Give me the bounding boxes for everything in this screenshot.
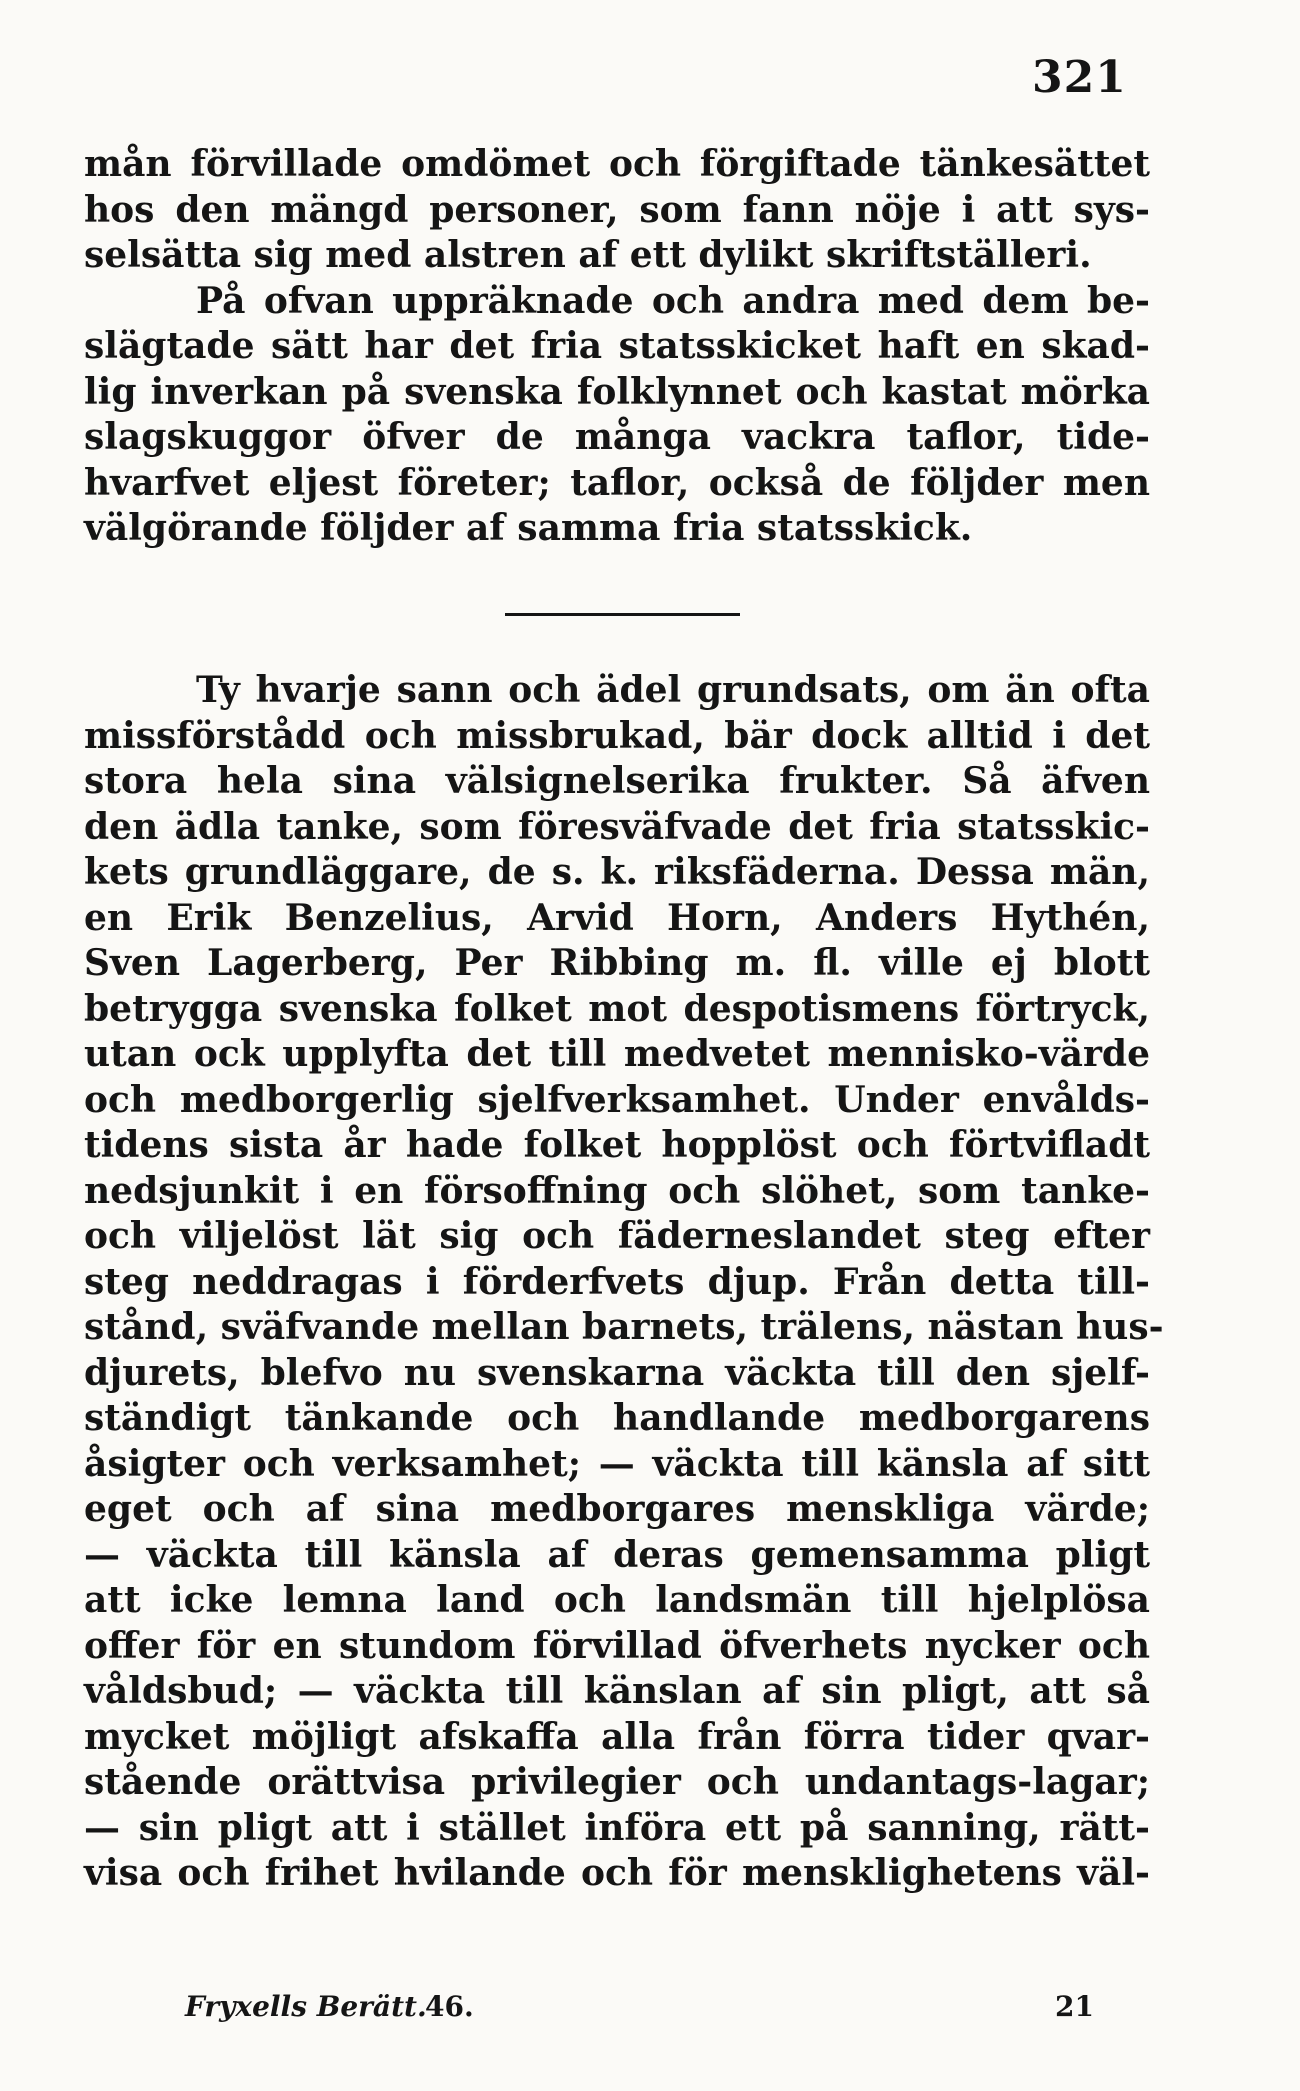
text-line: På ofvan uppräknade och andra med dem be- <box>196 279 1150 322</box>
text-line: att icke lemna land och landsmän till hjelplösa <box>84 1579 1150 1621</box>
text-line: visa och frihet hvilande och för mensklighetens väl- <box>84 1852 1150 1894</box>
text-line: offer för en stundom förvillad öfverhets nycker och <box>84 1624 1150 1667</box>
page-number: 321 <box>1032 52 1127 103</box>
text-line: missförstådd och missbrukad, bär dock alltid i det <box>84 714 1150 757</box>
text-line: stående orättvisa privilegier och undantags-lagar; <box>84 1761 1150 1803</box>
text-block-lower <box>84 668 1164 1897</box>
text-line: Ty hvarje sann och ädel grundsats, om än ofta <box>196 669 1150 711</box>
text-line: den ädla tanke, som föresväfvade det fria statsskic- <box>84 805 1150 848</box>
text-line: djurets, blefvo nu svenskarna väckta till den sjelf- <box>84 1351 1150 1394</box>
text-line: utan ock upplyfta det till medvetet mennisko-värde <box>84 1033 1150 1075</box>
text-line: nedsjunkit i en försoffning och slöhet, som tanke- <box>84 1169 1150 1212</box>
text-line: en Erik Benzelius, Arvid Horn, Anders Hythén, <box>84 896 1150 939</box>
text-line: slägtade sätt har det fria statsskicket haft en skad- <box>84 325 1150 367</box>
text-line: och medborgerlig sjelfverksamhet. Under envålds- <box>84 1078 1150 1121</box>
text-line: betrygga svenska folket mot despotismens förtryck, <box>84 987 1150 1030</box>
text-line: — sin pligt att i stället införa ett på sanning, rätt- <box>84 1806 1150 1849</box>
text-block-upper <box>84 142 1150 552</box>
text-line: tidens sista år hade folket hopplöst och förtvifladt <box>84 1124 1150 1166</box>
text-line: hos den mängd personer, som fann nöje i att sys- <box>84 188 1150 231</box>
text-line: — väckta till känsla af deras gemensamma pligt <box>84 1533 1150 1576</box>
text-line: stora hela sina välsignelserika frukter. Så äfven <box>84 760 1150 802</box>
text-line: Sven Lagerberg, Per Ribbing m. fl. ville ej blott <box>84 942 1150 984</box>
text-line: kets grundläggare, de s. k. riksfäderna. Dessa män, <box>84 851 1150 893</box>
footer-volume: 46. <box>425 1990 474 2023</box>
text-line: eget och af sina medborgares menskliga värde; <box>84 1488 1150 1530</box>
text-line: våldsbud; — väckta till känslan af sin pligt, att så <box>84 1670 1150 1712</box>
text-line: stånd, sväfvande mellan barnets, trälens, nästan hus- <box>84 1306 1164 1348</box>
text-line: mån förvillade omdömet och förgiftade tänkesättet <box>84 143 1150 185</box>
text-line: mycket möjligt afskaffa alla från förra tider qvar- <box>84 1715 1150 1758</box>
section-divider <box>505 613 740 616</box>
text-line: välgörande följder af samma fria statsskick. <box>84 507 973 549</box>
text-line: selsätta sig med alstren af ett dylikt skriftställeri. <box>84 234 1092 276</box>
text-line: åsigter och verksamhet; — väckta till känsla af sitt <box>84 1442 1150 1485</box>
footer-signature: Fryxells Berätt. <box>185 1990 427 2023</box>
text-line: ständigt tänkande och handlande medborgarens <box>84 1397 1150 1439</box>
text-line: och viljelöst lät sig och fäderneslandet steg efter <box>84 1215 1150 1257</box>
text-line: slagskuggor öfver de många vackra taflor, tide- <box>84 416 1150 458</box>
text-line: hvarfvet eljest företer; taflor, också de följder men <box>84 461 1150 504</box>
text-line: lig inverkan på svenska folklynnet och kastat mörka <box>84 370 1150 413</box>
text-line: steg neddragas i förderfvets djup. Från detta till- <box>84 1260 1150 1303</box>
footer-sheet-number: 21 <box>1055 1990 1094 2023</box>
